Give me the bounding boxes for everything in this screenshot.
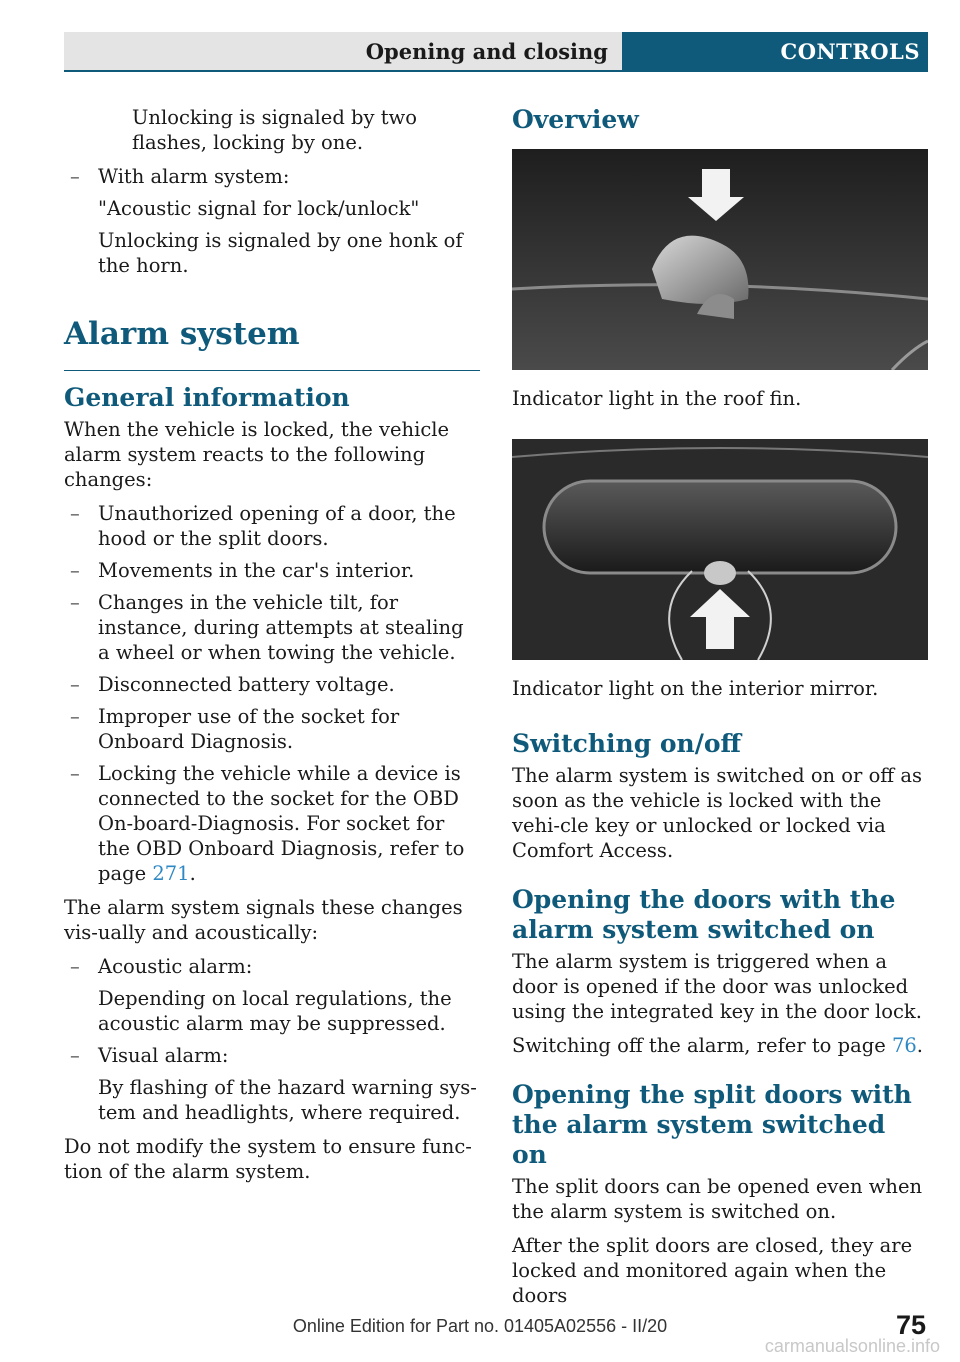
heading-switching: Switching on/off [512, 729, 742, 758]
page-number: 75 [895, 1310, 926, 1340]
visual-desc: By flashing of the hazard warning sys-tem and headlights, where required. [98, 1076, 477, 1124]
dash-bullet: – [70, 705, 80, 728]
list-item: – Locking the vehicle while a device is connected to the socket for the OBD On-board-Diagnosis. For socket for the OBD Onboard Diagnosis, refer to page 271. [70, 762, 465, 885]
list-item-text: Locking the vehicle while a device is connected to the socket for the OBD On-board-Diagnosis. For socket for the OBD Onboard Diagnosis, refer to page [98, 762, 465, 885]
intro-list [64, 164, 480, 278]
page-link-76[interactable]: 76 [891, 1034, 917, 1057]
signal-desc: Unlocking is signaled by one honk of the horn. [98, 229, 463, 277]
list-item-text: Changes in the vehicle tilt, for instance, during attempts at stealing a wheel or when towing the vehicle. [98, 591, 464, 664]
footer-edition: Online Edition for Part no. 01405A02556 - II/20 [292, 1316, 668, 1336]
list-item-text: With alarm system: [98, 165, 290, 188]
heading-overview: Overview [512, 105, 639, 134]
list-item-text: Visual alarm: [98, 1044, 229, 1067]
heading-general-info: General information [64, 383, 350, 412]
interior-mirror-illustration [512, 439, 928, 660]
list-item [64, 501, 480, 551]
list-item [64, 558, 480, 583]
heading-split-doors: Opening the split doors with the alarm system switched on [512, 1080, 912, 1169]
signal-name: "Acoustic signal for lock/unlock" [98, 197, 420, 220]
acoustic-desc: Depending on local regulations, the acoustic alarm may be suppressed. [98, 987, 452, 1035]
roof-fin-illustration [512, 149, 928, 370]
right-column [512, 105, 928, 1317]
closing-para: Do not modify the system to ensure func-tion of the alarm system. [64, 1135, 472, 1183]
dash-bullet: – [70, 762, 80, 785]
switch-para: The alarm system is switched on or off as soon as the vehicle is locked with the vehi-cle key or unlocked or locked via Comfort Access. [512, 764, 922, 862]
alarm-types-list [64, 954, 480, 1125]
dash-bullet: – [70, 673, 80, 696]
dash-bullet: – [70, 591, 80, 614]
page-header [64, 32, 928, 72]
split-para-1: The split doors can be opened even when the alarm system is switched on. [512, 1175, 923, 1223]
dash-bullet: – [70, 559, 80, 582]
dash-bullet: – [70, 955, 80, 978]
changes-list [64, 501, 480, 886]
heading-alarm-system: Alarm system [64, 316, 480, 371]
general-para: When the vehicle is locked, the vehicle alarm system reacts to the following changes: [64, 418, 450, 491]
signals-para: The alarm system signals these changes vis-ually and acoustically: [64, 896, 463, 944]
doors-para: The alarm system is triggered when a door is opened if the door was unlocked using the integrated key in the door lock. [512, 950, 922, 1023]
list-item [64, 704, 480, 754]
doors-ref-para: Switching off the alarm, refer to page 76. [512, 1034, 923, 1057]
list-item-text: Movements in the car's interior. [98, 559, 415, 582]
intro-line: Unlocking is signaled by two flashes, locking by one. [132, 106, 417, 154]
list-item [64, 590, 480, 665]
split-para-2: After the split doors are closed, they are locked and monitored again when the doors [512, 1234, 913, 1307]
caption-roof-fin: Indicator light in the roof fin. [512, 387, 802, 410]
left-column [64, 105, 480, 1193]
list-item-text: Unauthorized opening of a door, the hood or the split doors. [98, 502, 456, 550]
heading-opening-doors: Opening the doors with the alarm system switched on [512, 885, 896, 944]
watermark: carmanualsonline.info [764, 1336, 940, 1356]
list-item-text: Acoustic alarm: [98, 955, 253, 978]
list-item [64, 954, 480, 1036]
list-item [64, 672, 480, 697]
dash-bullet: – [70, 502, 80, 525]
page-link-271[interactable]: 271 [152, 862, 190, 885]
dash-bullet: – [70, 1044, 80, 1067]
header-section-title: Opening and closing [64, 32, 622, 70]
header-chapter-tab: CONTROLS [622, 32, 928, 70]
list-item-text: Disconnected battery voltage. [98, 673, 395, 696]
list-item-text: Improper use of the socket for Onboard Diagnosis. [98, 705, 400, 753]
dash-bullet: – [70, 165, 80, 188]
caption-interior-mirror: Indicator light on the interior mirror. [512, 677, 879, 700]
list-item [64, 164, 480, 278]
roof-fin-image [512, 149, 928, 370]
interior-mirror-image [512, 439, 928, 660]
list-item [64, 1043, 480, 1125]
doors-ref-text: Switching off the alarm, refer to page [512, 1034, 886, 1057]
